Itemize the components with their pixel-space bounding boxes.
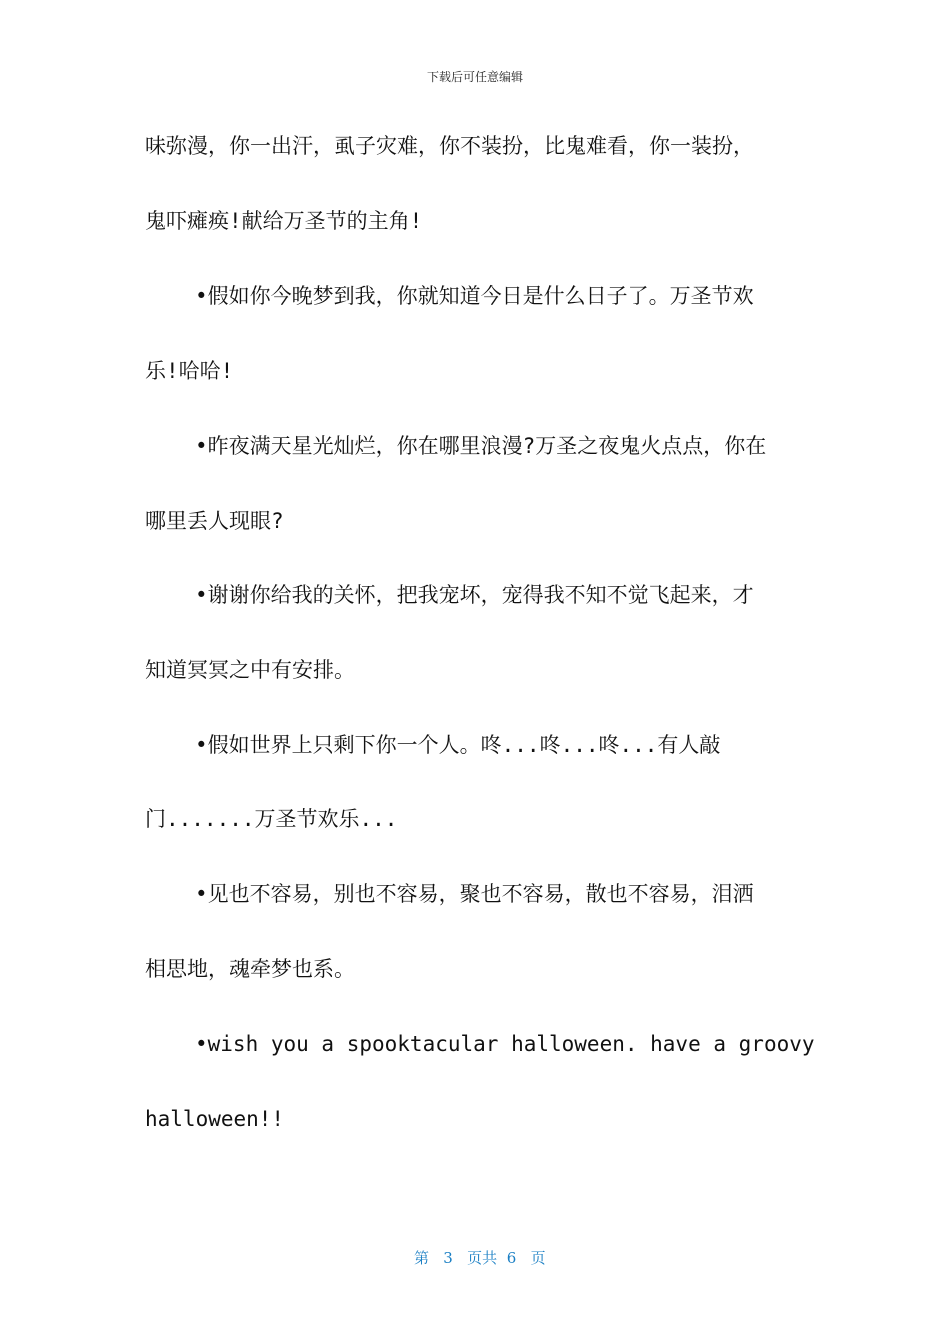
bullet-line: •谢谢你给我的关怀，把我宠坏，宠得我不知不觉飞起来，才 <box>195 583 754 607</box>
text-line: 相思地，魂牵梦也系。 <box>145 957 355 981</box>
footer-page-label-pre: 第 <box>413 1249 429 1267</box>
page-footer <box>0 1229 950 1268</box>
footer-current-page: 3 <box>443 1249 453 1267</box>
text-line: 门.......万圣节欢乐... <box>145 807 398 831</box>
bullet-line: •wish you a spooktacular halloween. have a groovy <box>195 1032 815 1056</box>
text-line: 鬼吓瘫痪!献给万圣节的主角! <box>145 209 423 233</box>
footer-total-pages: 6 <box>506 1249 517 1267</box>
footer-page-label-mid: 页共 <box>467 1249 498 1267</box>
page-header-note: 下载后可任意编辑 <box>426 70 523 84</box>
text-line: 乐!哈哈! <box>145 359 234 383</box>
text-line: 味弥漫，你一出汗，虱子灾难，你不装扮，比鬼难看，你一装扮， <box>145 134 754 158</box>
bullet-line: •昨夜满天星光灿烂，你在哪里浪漫?万圣之夜鬼火点点，你在 <box>195 434 767 458</box>
bullet-line: •假如世界上只剩下你一个人。咚...咚...咚...有人敲 <box>195 733 721 757</box>
bullet-line: •见也不容易，别也不容易，聚也不容易，散也不容易，泪洒 <box>195 882 754 906</box>
footer-page-label-post: 页 <box>530 1249 546 1267</box>
bullet-line: •假如你今晚梦到我，你就知道今日是什么日子了。万圣节欢 <box>195 284 754 308</box>
text-line: halloween!! <box>145 1107 285 1131</box>
text-line: 哪里丢人现眼? <box>145 509 284 533</box>
text-line: 知道冥冥之中有安排。 <box>145 658 355 682</box>
